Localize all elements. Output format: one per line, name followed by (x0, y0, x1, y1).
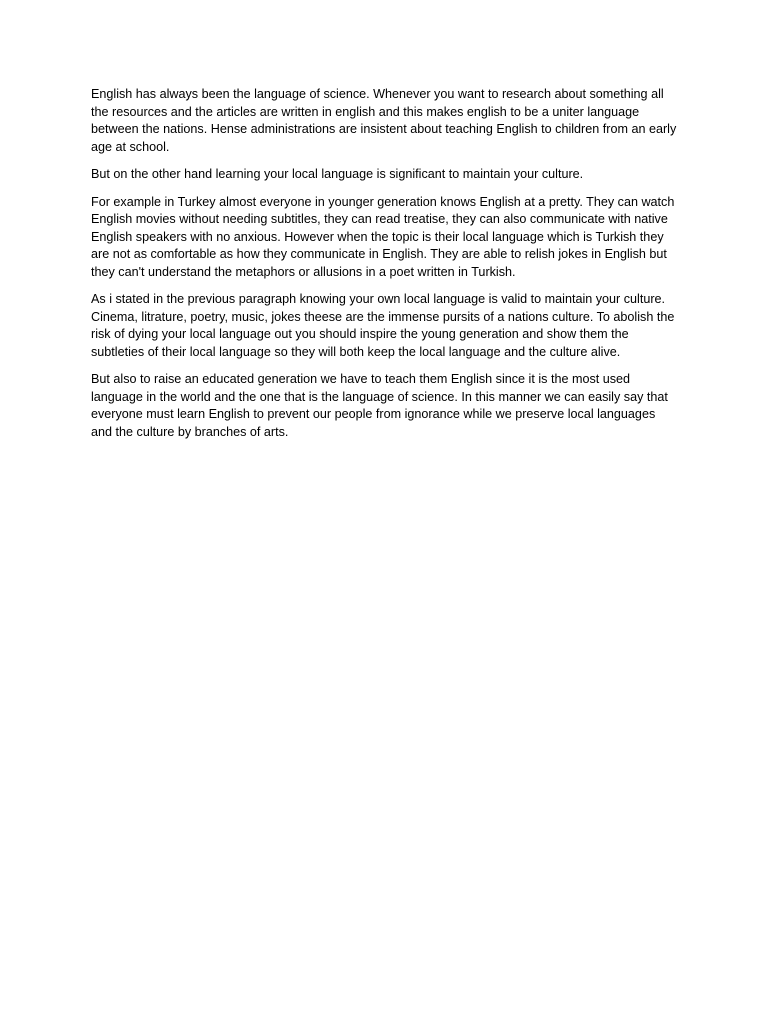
paragraph-2: But on the other hand learning your local language is significant to maintain your culture. (91, 167, 584, 181)
paragraph-5: But also to raise an educated generation we have to teach them English since it is the most used language in the world and the one that is the language of science. In this manner we can easily say that everyone must learn English to prevent our people from ignorance while we preserve local languages and the culture by branches of arts. (91, 372, 668, 439)
paragraph-4: As i stated in the previous paragraph knowing your own local language is valid to maintain your culture. Cinema, litrature, poetry, music, jokes theese are the immense pursits of a nations culture. To abolish the risk of dying your local language out you should inspire the young generation and show them the subtleties of their local language so they will both keep the local language and the culture alive. (91, 292, 675, 359)
paragraph-3: For example in Turkey almost everyone in younger generation knows English at a pretty. They can watch English movies without needing subtitles, they can read treatise, they can also communicate with native English speakers with no anxious. However when the topic is their local language which is Turkish they are not as comfortable as how they communicate in English. They are able to relish jokes in English but they can't understand the metaphors or allusions in a poet written in Turkish. (91, 194, 675, 279)
paragraph-1: English has always been the language of science. Whenever you want to research about something all the resources and the articles are written in english and this makes english to be a uniter language between the nations. Hense administrations are insistent about teaching English to children from an early age at school. (91, 87, 677, 154)
document-body (91, 86, 679, 451)
